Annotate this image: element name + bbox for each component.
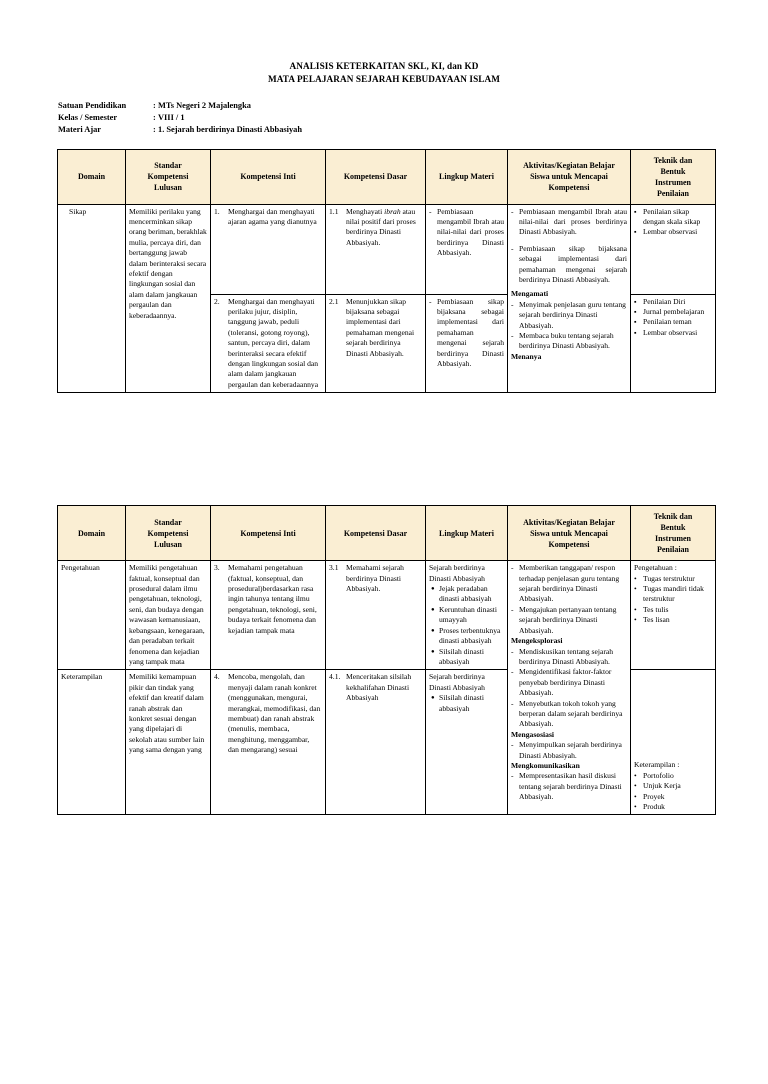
dash-marker: - [511,604,514,614]
cell-teknik [631,670,716,815]
cell-kd [326,561,426,670]
list-item [511,771,627,802]
teknik-list [634,771,712,813]
col-header-teknik-line2: Bentuk [660,523,686,533]
dot-bullet-icon: ● [431,627,435,634]
ki-number: 2. [214,296,220,306]
list-item [511,740,627,761]
aktivitas-list-2 [511,244,627,286]
col-header-teknik [631,149,716,204]
meta-label: Kelas / Semester [58,113,118,123]
teknik-text: Tes lisan [643,615,670,625]
ki-list [214,297,322,391]
ki-list [214,563,322,636]
teknik-text: Proyek [643,791,665,801]
aktivitas-heading-mengeksplorasi: Mengeksplorasi [511,636,563,646]
aktivitas-heading-mengasosiasi: Mengasosiasi [511,729,555,739]
dash-marker: - [511,698,514,708]
square-bullet-icon: ▪ [634,207,637,216]
dash-marker: - [429,296,432,306]
eksplorasi-text: Mendiskusikan tentang sejarah berdirinya Dinasti Abbasiyah. [519,646,614,666]
square-bullet-icon: ▪ [634,328,637,337]
list-item [511,563,627,605]
list-item [431,626,504,647]
dot-bullet-icon: ● [431,586,435,593]
eksplorasi-text: Menyebutkan tokoh tokoh yang berperan dalam sejarah berdirinya Abbasiyah. [519,698,623,729]
lingkup-title: Sejarah berdirinya Dinasti Abbasiyah [429,563,485,583]
col-header-kompetensi-inti: Kompetensi Inti [211,506,326,561]
ki-list [214,672,322,755]
col-header-teknik-line1: Teknik dan [653,155,693,165]
cell-ki [211,561,326,670]
lingkup-list [431,584,504,667]
meta-colon: : [153,113,156,123]
square-bullet-icon: ▪ [634,297,637,306]
meta-colon: : [153,125,156,135]
dot-bullet-icon: • [634,791,637,801]
asosiasi-text: Menyimpulkan sejarah berdirinya Dinasti Abbasiyah. [519,740,622,760]
kd-number: 2.1 [329,296,339,306]
dot-bullet-icon: • [634,584,637,594]
cell-teknik-2 [631,294,716,393]
col-header-aktivitas-line3: Kompetensi [548,539,590,549]
cell-kd [326,670,426,815]
lingkup-item-text: Silsilah dinasti abbasiyah [439,646,484,666]
list-item [214,207,322,228]
list-item [511,647,627,668]
col-header-skl-line3: Lulusan [153,539,183,549]
cell-domain: Keterampilan [58,670,126,815]
analysis-table-sikap [57,149,716,394]
teknik-offset-spacer [634,672,712,760]
teknik-text: Lembar observasi [643,327,698,337]
teknik-text: Lembar observasi [643,227,698,237]
list-item [214,672,322,755]
komunikasi-text: Mempresentasikan hasil diskusi tentang sejarah berdirinya Dinasti Abbasiyah. [519,771,622,802]
lingkup-item-text: Jejak peradaban dinasti abbasiyah [439,584,492,604]
square-bullet-icon: ▪ [634,318,637,327]
aktivitas-text: Pembiasaan sikap bijaksana sebagai implementasi dari pemahaman mengenai sejarah berdirinya Dinasti Abbasiyah. [519,243,627,285]
col-header-lingkup-materi: Lingkup Materi [426,149,508,204]
teknik-text: Unjuk Kerja [643,781,681,791]
meta-colon: : [153,101,156,110]
list-item [634,771,712,781]
cell-aktivitas [508,561,631,815]
list-item [431,647,504,668]
teknik-text: Tes tulis [643,604,669,614]
lingkup-list [431,693,504,714]
meta-row-materi-ajar [58,124,768,136]
asosiasi-list [511,740,627,761]
square-bullet-icon: ▪ [634,308,637,317]
ki-text: Mencoba, mengolah, dan menyaji dalam ranah konkret (menggunakan, mengurai, merangkai, memodifikasi, dan membuat) dan ranah abstrak (menulis, membaca, menghitung, menggambar, dan mengarang) sesuai [228,672,321,755]
list-item [634,802,712,812]
cell-domain [58,204,126,393]
col-header-lingkup-materi: Lingkup Materi [426,506,508,561]
col-header-skl-line1: Standar [154,517,182,527]
ki-text: Memahami pengetahuan (faktual, konseptual, dan prosedural)berdasarkan rasa ingin tahunya tentang ilmu pengetahuan, teknologi, seni, budaya terkait fenomena dan kejadian tampak mata [228,563,317,635]
list-item [511,605,627,636]
dash-marker: - [511,243,514,253]
cell-teknik-1 [631,204,716,294]
list-item [329,672,422,703]
col-header-skl-line2: Kompetensi [147,528,189,538]
dash-marker: - [511,646,514,656]
col-header-teknik-line4: Penilaian [656,188,689,198]
mengamati-text: Membaca buku tentang sejarah berdirinya Dinasti Abbasiyah. [519,331,614,351]
meta-label: Materi Ajar [58,125,102,135]
dash-marker: - [511,771,514,781]
col-header-aktivitas [508,506,631,561]
mengamati-text: Menyimak penjelasan guru tentang sejarah berdirinya Dinasti Abbasiyah. [519,299,626,330]
list-item [431,693,504,714]
cell-ki [211,670,326,815]
lingkup-item-text: Silsilah dinasti abbasiyah [439,693,484,713]
eksplorasi-text: Mengidentifikasi faktor-faktor penyebab berdirinya Dinasti Abbasiyah. [519,667,612,698]
page-spacer [0,393,768,505]
ki-number: 3. [214,563,220,573]
list-item [634,307,712,317]
col-header-teknik-line1: Teknik dan [653,512,693,522]
dot-bullet-icon: • [634,801,637,811]
list-item [214,563,322,636]
lingkup-text: Pembiasaan mengambil Ibrah atau nilai-nilai dari proses berdirinya Dinasti Abbasiyah. [437,206,504,258]
list-item [329,207,422,249]
teknik-title: Pengetahuan : [634,563,677,573]
list-item [511,699,627,730]
cell-kd-1 [326,204,426,294]
col-header-kompetensi-dasar: Kompetensi Dasar [326,149,426,204]
dot-bullet-icon: • [634,781,637,791]
dot-bullet-icon: • [634,604,637,614]
document-title-line2: MATA PELAJARAN SEJARAH KEBUDAYAAN ISLAM [267,74,501,84]
dash-marker: - [511,667,514,677]
kd-text [346,207,422,249]
document-title [0,60,768,86]
col-header-domain: Domain [58,149,126,204]
list-item [634,328,712,338]
meta-value: MTs Negeri 2 Majalengka [158,101,251,110]
teknik-list [634,297,712,339]
table-row [58,204,716,294]
document-page [0,60,768,815]
dot-bullet-icon: ● [431,695,435,702]
dot-bullet-icon: • [634,770,637,780]
menanya-text: Mengajukan pertanyaan tentang sejarah berdirinya Dinasti Abbasiyah. [519,604,617,635]
kd-list [329,297,422,359]
dash-marker: - [511,740,514,750]
cell-skl: Memiliki pengetahuan faktual, konseptual dan prosedural dalam ilmu pengetahuan, teknologi, seni, dan budaya dengan wawasan kemanusiaan, kebangsaan, kenegaraan, dan peradaban terkait fenomena dan kejadian yang tampak mata [126,561,211,670]
col-header-skl [126,149,211,204]
list-item [511,207,627,238]
aktivitas-text: Pembiasaan mengambil Ibrah atau nilai-nilai dari proses berdirinya Dinasti Abbasiyah. [519,206,627,237]
col-header-skl-line1: Standar [154,161,182,171]
list-item [634,297,712,307]
col-header-aktivitas [508,149,631,204]
cell-skl: Memiliki kemampuan pikir dan tindak yang efektif dan kreatif dalam ranah abstrak dan konkret sesuai dengan yang dipelajari di sekolah atau sumber lain yang sama dengan yang [126,670,211,815]
cell-aktivitas [508,204,631,393]
kd-text: Menceritakan silsilah kekhalifahan Dinasti Abbasiyah [346,672,412,703]
col-header-aktivitas-line2: Siswa untuk Mencapai [530,528,608,538]
teknik-text: Penilaian Diri [643,296,686,306]
list-item [634,615,712,625]
teknik-text: Tugas mandiri tidak terstruktur [643,584,704,604]
dash-marker: - [511,299,514,309]
cell-lingkup [426,670,508,815]
aktivitas-list [511,207,627,238]
list-item [214,297,322,391]
col-header-teknik-line2: Bentuk [660,166,686,176]
square-bullet-icon: ▪ [634,228,637,237]
teknik-text: Penilaian sikap dengan skala sikap [643,206,701,227]
mengamati-list [511,300,627,352]
dash-marker: - [511,563,514,573]
lingkup-item-text: Keruntuhan dinasti umayyah [439,604,497,625]
col-header-skl-line2: Kompetensi [147,172,189,182]
teknik-text: Portofolio [643,770,674,780]
ki-text: Menghargai dan menghayati ajaran agama yang dianutnya [228,206,317,227]
col-header-aktivitas-line1: Aktivitas/Kegiatan Belajar [523,517,615,527]
kd-list [329,207,422,249]
col-header-kompetensi-inti: Kompetensi Inti [211,149,326,204]
kd-number: 4.1. [329,672,341,682]
kd-number: 3.1 [329,563,339,573]
dash-marker: - [429,206,432,216]
list-item [511,244,627,286]
aktivitas-heading-mengkomunikasikan: Mengkomunikasikan [511,760,580,770]
dash-marker: - [511,331,514,341]
list-item [634,227,712,237]
domain-label: Sikap [69,206,87,216]
col-header-aktivitas-line1: Aktivitas/Kegiatan Belajar [523,161,615,171]
list-item [511,331,627,352]
list-item [634,781,712,791]
list-item [429,297,504,370]
list-item [634,584,712,605]
meta-row-satuan-pendidikan [58,100,768,112]
cell-teknik [631,561,716,670]
teknik-text: Produk [643,801,665,811]
list-item [634,317,712,327]
list-item [429,207,504,259]
cell-ki-1 [211,204,326,294]
lingkup-list [429,297,504,370]
aktivitas-heading-menanya: Menanya [511,351,542,361]
ki-list [214,207,322,228]
ki-number: 1. [214,206,220,216]
lingkup-list [429,207,504,259]
kd-list [329,672,422,703]
list-item [431,584,504,605]
col-header-kompetensi-dasar: Kompetensi Dasar [326,506,426,561]
cell-ki-2 [211,294,326,393]
dot-bullet-icon: • [634,615,637,625]
col-header-skl [126,506,211,561]
meta-value: VIII / 1 [158,113,185,123]
list-item [329,563,422,594]
teknik-text: Jurnal pembelajaran [643,307,705,317]
table-row [58,561,716,670]
kd-text-pre: Menghayati [346,206,385,216]
list-item [511,300,627,331]
col-header-teknik-line3: Instrumen [654,177,691,187]
cell-lingkup-2 [426,294,508,393]
meta-row-kelas-semester [58,112,768,124]
meta-label: Satuan Pendidikan [58,101,127,110]
dash-marker: - [511,206,514,216]
eksplorasi-list [511,647,627,730]
teknik-list [634,574,712,626]
list-item [634,207,712,228]
lingkup-text: Pembiasaan sikap bijaksana sebagai implementasi dari pemahaman mengenai sejarah berdirinya Dinasti Abbasiyah. [437,296,504,369]
ki-text: Menghargai dan menghayati perilaku jujur, disiplin, tanggung jawab, peduli (toleransi, gotong royong), santun, percaya diri, dalam berinteraksi secara efektif dengan lingkungan sosial dan alam dalam jangkauan pergaulan dan keberadaannya [228,296,319,389]
teknik-text: Penilaian teman [643,317,692,327]
document-title-line1: ANALISIS KETERKAITAN SKL, KI, dan KD [289,61,479,71]
col-header-teknik [631,506,716,561]
ki-number: 4. [214,672,220,682]
col-header-skl-line3: Lulusan [153,183,183,193]
list-item [634,574,712,584]
col-header-aktivitas-line3: Kompetensi [548,183,590,193]
table-header-row [58,149,716,204]
cell-skl: Memiliki perilaku yang mencerminkan sikap orang beriman, berakhlak mulia, percaya diri, dan bertanggung jawab dalam berinteraksi secara efektif dengan lingkungan sosial dan alam dalam jangkauan pergaulan dan keberadaannya. [126,204,211,393]
kd-text: Menunjukkan sikap bijaksana sebagai implementasi dari pemahaman mengenai sejarah berdirinya Dinasti Abbasiyah. [346,296,415,358]
col-header-domain: Domain [58,506,126,561]
cell-lingkup-1 [426,204,508,294]
kd-text-italic: ibrah [384,206,401,216]
list-item [431,605,504,626]
analysis-table-pengetahuan-keterampilan [57,505,716,815]
kd-list [329,563,422,594]
dot-bullet-icon: • [634,573,637,583]
col-header-teknik-line3: Instrumen [654,534,691,544]
dot-bullet-icon: ● [431,648,435,655]
list-item [329,297,422,359]
komunikasi-list [511,771,627,802]
col-header-teknik-line4: Penilaian [656,545,689,555]
teknik-text: Tugas terstruktur [643,573,695,583]
document-meta [58,100,768,137]
cell-lingkup [426,561,508,670]
aktivitas-heading-mengamati: Mengamati [511,289,549,299]
teknik-title: Keterampilan : [634,760,680,770]
col-header-aktivitas-line2: Siswa untuk Mencapai [530,172,608,182]
lingkup-item-text: Proses terbentuknya dinasti abbasiyah [439,625,501,646]
menanya-text: Memberikan tanggapan/ respon terhadap penjelasan guru tentang sejarah berdirinya Dinasti Abbasiyah. [519,563,620,604]
kd-text-post: atau nilai positif dari proses berdirinya Dinasti Abbasiyah. [346,206,416,247]
list-item [634,792,712,802]
list-item [511,667,627,698]
cell-kd-2 [326,294,426,393]
menanya-list [511,563,627,636]
cell-domain: Pengetahuan [58,561,126,670]
list-item [634,605,712,615]
meta-value: 1. Sejarah berdirinya Dinasti Abbasiyah [158,125,303,135]
kd-text: Memahami sejarah berdirinya Dinasti Abbasiyah. [346,563,404,594]
lingkup-title: Sejarah berdirinya Dinasti Abbasiyah [429,672,485,692]
teknik-list [634,207,712,238]
table-header-row [58,506,716,561]
kd-number: 1.1 [329,206,339,216]
dot-bullet-icon: ● [431,606,435,613]
